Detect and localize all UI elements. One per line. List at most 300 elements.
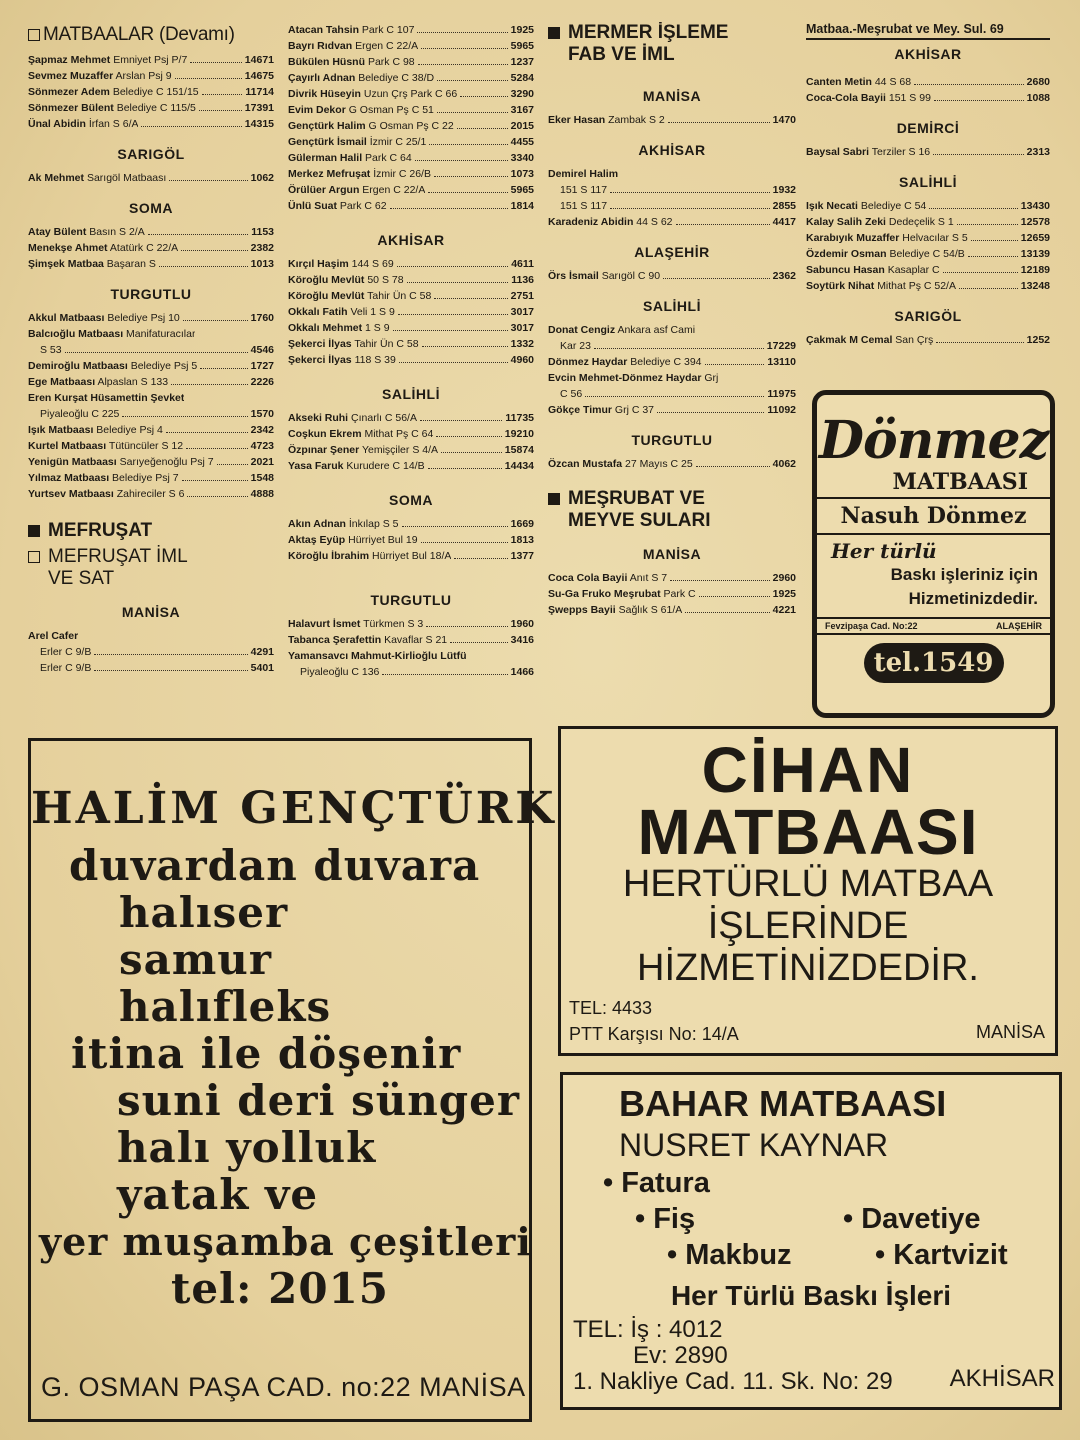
listing-phone: 4455	[510, 136, 534, 148]
listing-address: Veli 1 S 9	[350, 306, 395, 318]
listing-entry	[560, 198, 607, 214]
listing-address: Belediye Psj 4	[96, 424, 163, 436]
listing-row	[288, 442, 534, 458]
listing-list	[28, 628, 274, 676]
listing-address: Belediye C 151/15	[112, 86, 199, 98]
listing-row	[806, 332, 1050, 348]
listing-name: Donat Cengiz	[548, 324, 616, 336]
listing-address: Ergen C 22/A	[355, 40, 419, 52]
listing-phone: 1813	[510, 534, 534, 546]
listing-name: Bayrı Rıdvan	[288, 40, 353, 52]
listing-phone: 2680	[1026, 76, 1050, 88]
leader-dots	[610, 192, 770, 193]
listing-row	[548, 370, 796, 386]
leader-dots	[421, 542, 508, 543]
listing-entry	[28, 486, 184, 502]
listing-address: Park C 98	[367, 56, 415, 68]
listing-name: Şimşek Matbaa	[28, 258, 104, 270]
listing-entry	[28, 628, 78, 644]
cihan-matbaasi-ad	[558, 726, 1058, 1056]
bahar-matbaasi-ad	[560, 1072, 1062, 1410]
bullet-icon: •	[603, 1167, 622, 1199]
listing-list	[288, 616, 534, 680]
listing-name: Özdemir Osman	[806, 248, 887, 260]
listing-entry	[560, 386, 582, 402]
listing-entry	[288, 352, 396, 368]
service-row	[563, 1237, 1059, 1273]
listing-phone: 1088	[1026, 92, 1050, 104]
listing-entry	[806, 230, 968, 246]
leader-dots	[429, 144, 507, 145]
listing-address: Belediye C 394	[630, 356, 702, 368]
listing-address: Piyaleoğlu C 225	[40, 408, 120, 420]
listing-entry	[548, 112, 665, 128]
leader-dots	[454, 558, 507, 559]
leader-dots	[181, 250, 247, 251]
listing-phone: 1153	[251, 226, 274, 238]
listing-row	[288, 410, 534, 426]
listing-entry	[28, 326, 195, 342]
service-item: • Fiş	[635, 1203, 696, 1235]
leader-dots	[610, 208, 770, 209]
ad-line: yatak ve	[117, 1170, 319, 1219]
listing-entry	[806, 198, 926, 214]
listing-row	[288, 516, 534, 532]
leader-dots	[957, 224, 1018, 225]
listing-phone: 17391	[244, 102, 274, 114]
listing-row	[548, 602, 796, 618]
listing-row	[288, 166, 534, 182]
leader-dots	[399, 362, 508, 363]
listing-name: Atacan Tahsin	[288, 24, 359, 36]
leader-dots	[171, 384, 248, 385]
leader-dots	[159, 266, 248, 267]
leader-dots	[415, 160, 508, 161]
listing-phone: 4221	[772, 604, 796, 616]
listing-address: 44 S 62	[636, 216, 673, 228]
listing-name: Örs İsmail	[548, 270, 599, 282]
listing-address: Helvacılar S 5	[902, 232, 968, 244]
listing-row	[288, 54, 534, 70]
listing-row	[806, 144, 1050, 160]
listing-row	[548, 166, 796, 182]
listing-name: Sevmez Muzaffer	[28, 70, 114, 82]
category-heading: MEFRUŞAT	[28, 520, 274, 542]
listing-list	[548, 570, 796, 618]
listing-row	[288, 150, 534, 166]
listing-row	[288, 458, 534, 474]
listing-list	[28, 52, 274, 132]
listing-entry	[288, 86, 457, 102]
listing-name: Okkalı Fatih	[288, 306, 348, 318]
listing-name: Ege Matbaası	[28, 376, 96, 388]
listing-entry	[288, 22, 414, 38]
listing-address: Kasaplar C	[887, 264, 940, 276]
listing-entry	[28, 68, 172, 84]
section-header: MATBAALAR (Devamı)	[28, 24, 274, 46]
listing-entry	[28, 438, 183, 454]
listing-phone: 2226	[250, 376, 274, 388]
listing-row	[806, 278, 1050, 294]
listing-address: Kavaflar S 21	[384, 634, 448, 646]
listing-phone: 12578	[1020, 216, 1050, 228]
listing-entry	[288, 616, 423, 632]
listing-entry	[288, 256, 394, 272]
listing-name: Aktaş Eyüp	[288, 534, 346, 546]
leader-dots	[169, 180, 247, 181]
listing-address: Başaran S	[106, 258, 156, 270]
checkbox-icon	[28, 29, 40, 41]
listing-entry	[288, 182, 425, 198]
listing-row	[288, 288, 534, 304]
leader-dots	[668, 122, 770, 123]
page-running-header: Matbaa.-Meşrubat ve Mey. Sul. 69	[806, 22, 1050, 40]
listing-phone: 2342	[250, 424, 274, 436]
listing-address: 50 S 78	[367, 274, 404, 286]
listing-list	[548, 456, 796, 472]
listing-address: Türkmen S 3	[363, 618, 424, 630]
listing-entry	[548, 268, 660, 284]
listing-name: Coca-Cola Bayii	[806, 92, 886, 104]
listing-entry	[28, 100, 196, 116]
city-heading: ALAŞEHİR	[634, 244, 710, 260]
filled-square-icon	[548, 493, 560, 505]
listing-entry	[288, 102, 434, 118]
listing-address: Ankara asf Cami	[617, 324, 696, 336]
listing-list	[28, 170, 274, 186]
listing-address: Sağlık S 61/A	[618, 604, 683, 616]
listing-phone: 2362	[772, 270, 796, 282]
listing-row	[548, 402, 796, 418]
listing-name: Yenigün Matbaası	[28, 456, 117, 468]
city-heading: AKHİSAR	[638, 142, 706, 158]
listing-name: Kurtel Matbaası	[28, 440, 107, 452]
ad-slogan-line: Hizmetinizdedir.	[908, 589, 1038, 608]
listing-phone: 2855	[772, 200, 796, 212]
listing-list	[288, 22, 534, 214]
listing-phone: 13139	[1020, 248, 1050, 260]
listing-address: Tahir Ün C 58	[354, 338, 419, 350]
listing-address: Dedeçelik S 1	[888, 216, 954, 228]
city-heading: SOMA	[389, 492, 433, 508]
listing-row	[28, 628, 274, 644]
city-heading: AKHİSAR	[894, 46, 962, 62]
listing-entry	[288, 134, 426, 150]
listing-entry	[288, 410, 417, 426]
listing-address: Mithat Pş C 64	[364, 428, 434, 440]
leader-dots	[200, 368, 247, 369]
leader-dots	[393, 330, 508, 331]
leader-dots	[420, 420, 502, 421]
ad-line: suni deri sünger	[117, 1076, 521, 1125]
listing-name: Gençtürk İsmail	[288, 136, 367, 148]
listing-entry	[288, 272, 404, 288]
listing-address: İrfan S 6/A	[88, 118, 139, 130]
listing-address: Sarıyeğenoğlu Psj 7	[119, 456, 214, 468]
filled-square-icon	[28, 525, 40, 537]
listing-name: Kırçıl Haşim	[288, 258, 349, 270]
listing-phone: 14434	[504, 460, 534, 472]
listing-entry	[806, 144, 930, 160]
city-heading: SALİHLİ	[382, 386, 440, 402]
listing-row	[28, 68, 274, 84]
leader-dots	[183, 320, 248, 321]
listing-name: Su-Ga Fruko Meşrubat	[548, 588, 661, 600]
empty-square-icon	[28, 551, 40, 563]
listing-entry	[288, 532, 418, 548]
city-heading: TURGUTLU	[631, 432, 713, 448]
ad-line: halı yolluk	[117, 1123, 377, 1172]
listing-entry	[288, 70, 434, 86]
listing-list	[288, 410, 534, 474]
listing-address: 118 S 39	[354, 354, 396, 366]
leader-dots	[441, 452, 502, 453]
listing-address: Grj	[704, 372, 719, 384]
service-item: • Kartvizit	[875, 1239, 1008, 1271]
category-heading: MEFRUŞAT İML VE SAT	[28, 546, 274, 590]
leader-dots	[202, 94, 243, 95]
bullet-icon: •	[635, 1203, 654, 1235]
listing-phone: 4888	[250, 488, 274, 500]
listing-row	[548, 354, 796, 370]
ad-phone: tel: 2015	[170, 1264, 390, 1313]
leader-dots	[929, 208, 1018, 209]
ad-address: PTT Karşısı No: 14/A	[569, 1024, 739, 1044]
listing-address: Emniyet Psj P/7	[113, 54, 188, 66]
leader-dots	[959, 288, 1018, 289]
listing-phone: 1252	[1026, 334, 1050, 346]
ad-city: MANİSA	[975, 1022, 1045, 1042]
listing-phone: 1013	[250, 258, 274, 270]
leader-dots	[217, 464, 248, 465]
ad-street: Fevzipaşa Cad. No:22	[825, 621, 918, 631]
leader-dots	[421, 48, 507, 49]
listing-address: Belediye C 38/D	[358, 72, 435, 84]
listing-entry	[300, 664, 379, 680]
listing-phone: 2021	[250, 456, 274, 468]
listing-address: Çınarlı C 56/A	[351, 412, 417, 424]
listing-phone: 3167	[510, 104, 534, 116]
listing-phone: 2382	[250, 242, 274, 254]
listing-phone: 4611	[511, 258, 534, 270]
listing-address: Belediye C 115/5	[116, 102, 196, 114]
donmez-matbaasi-ad	[812, 390, 1055, 718]
category-heading: MEŞRUBAT VE MEYVE SULARI	[548, 488, 796, 532]
listing-name: Çayırlı Adnan	[288, 72, 356, 84]
listing-row	[28, 470, 274, 486]
listing-name: Okkalı Mehmet	[288, 322, 363, 334]
leader-dots	[407, 282, 509, 283]
listing-address: Park C	[663, 588, 696, 600]
listing-name: Yurtsev Matbaası	[28, 488, 114, 500]
ad-slogan-line: HERTÜRLÜ MATBAA	[622, 863, 994, 905]
listing-phone: 2960	[772, 572, 796, 584]
listing-address: İzmir C 26/B	[373, 168, 431, 180]
listing-phone: 5965	[510, 184, 534, 196]
listing-name: Özpınar Şener	[288, 444, 360, 456]
listing-row	[288, 352, 534, 368]
listing-phone: 11975	[767, 388, 796, 400]
listing-row	[806, 262, 1050, 278]
listing-list	[28, 310, 274, 502]
leader-dots	[585, 396, 764, 397]
listing-address: Kar 23	[560, 340, 591, 352]
listing-name: Şapmaz Mehmet	[28, 54, 111, 66]
leader-dots	[434, 176, 508, 177]
listing-name: Coşkun Ekrem	[288, 428, 362, 440]
listing-entry	[28, 358, 197, 374]
listing-name: Divrik Hüseyin	[288, 88, 361, 100]
listing-address: Belediye C 54/B	[889, 248, 965, 260]
listing-row	[288, 256, 534, 272]
listing-address: Park C 64	[365, 152, 412, 164]
listing-name: Baysal Sabri	[806, 146, 870, 158]
ad-line: halıfleks	[119, 982, 332, 1031]
listing-row	[548, 386, 796, 402]
listing-entry	[28, 422, 163, 438]
leader-dots	[436, 436, 501, 437]
ad-title: CİHAN	[701, 734, 915, 806]
listing-phone: 3416	[510, 634, 534, 646]
listing-row	[548, 182, 796, 198]
listing-entry	[28, 240, 178, 256]
listing-row	[548, 456, 796, 472]
ad-title: BAHAR MATBAASI	[619, 1083, 947, 1124]
listing-list	[548, 166, 796, 230]
listing-phone: 3290	[510, 88, 534, 100]
listing-entry	[548, 570, 667, 586]
listing-entry	[548, 322, 695, 338]
listing-address: 144 S 69	[351, 258, 394, 270]
listing-row	[288, 198, 534, 214]
listing-name: Dönmez Haydar	[548, 356, 628, 368]
listing-name: Kalay Salih Zeki	[806, 216, 886, 228]
listing-address: Belediye C 54	[860, 200, 927, 212]
listing-row	[28, 116, 274, 132]
listing-name: Gençtürk Halim	[288, 120, 366, 132]
leader-dots	[187, 496, 247, 497]
listing-phone: 1925	[510, 24, 534, 36]
listing-entry	[28, 470, 179, 486]
listing-address: Park C 107	[361, 24, 415, 36]
leader-dots	[460, 96, 507, 97]
listing-row	[28, 390, 274, 406]
service-item: • Makbuz	[667, 1239, 792, 1271]
listing-address: Erler C 9/B	[40, 646, 92, 658]
listing-address: Terziler S 16	[871, 146, 931, 158]
bullet-icon: •	[667, 1239, 686, 1271]
listing-entry	[288, 198, 387, 214]
ad-line: itina ile döşenir	[71, 1029, 462, 1078]
listing-row	[548, 198, 796, 214]
listing-row	[288, 118, 534, 134]
listing-phone: 1377	[510, 550, 534, 562]
listing-name: Arel Cafer	[28, 630, 79, 642]
listing-address: S 53	[40, 344, 62, 356]
listing-phone: 1760	[250, 312, 274, 324]
listing-phone: 4291	[250, 646, 274, 658]
city-heading: SALİHLİ	[899, 174, 957, 190]
leader-dots	[94, 670, 247, 671]
column-3	[548, 22, 796, 722]
listing-row	[288, 616, 534, 632]
leader-dots	[663, 278, 770, 279]
listing-phone: 1570	[250, 408, 274, 420]
leader-dots	[696, 466, 770, 467]
listing-list	[548, 268, 796, 284]
city-heading: SALİHLİ	[643, 298, 701, 314]
listing-name: Coca Cola Bayii	[548, 572, 628, 584]
service-row	[563, 1201, 1059, 1237]
leader-dots	[676, 224, 770, 225]
leader-dots	[190, 62, 241, 63]
listing-row	[548, 322, 796, 338]
listing-name: Karadeniz Abidin	[548, 216, 634, 228]
listing-row	[28, 644, 274, 660]
listing-row	[288, 426, 534, 442]
listing-phone: 14671	[244, 54, 274, 66]
listing-name: Demiroğlu Matbaası	[28, 360, 128, 372]
leader-dots	[685, 612, 769, 613]
listing-address: G Osman Pş C 22	[368, 120, 454, 132]
listing-entry	[548, 402, 654, 418]
listing-name: Yılmaz Matbaası	[28, 472, 110, 484]
listing-row	[288, 272, 534, 288]
listing-phone: 1727	[250, 360, 274, 372]
listing-address: Belediye Psj 10	[107, 312, 180, 324]
listing-phone: 4960	[510, 354, 534, 366]
listing-address: Piyaleoğlu C 136	[300, 666, 380, 678]
ad-phone: TEL: 4433	[569, 998, 653, 1018]
listing-list	[806, 144, 1050, 160]
listing-entry	[40, 342, 62, 358]
listing-phone: 1470	[772, 114, 796, 126]
listing-row	[288, 102, 534, 118]
listing-phone: 12659	[1020, 232, 1050, 244]
listing-phone: 19210	[504, 428, 534, 440]
donmez-logo: Dönmez	[818, 410, 1049, 471]
listing-entry	[548, 354, 702, 370]
leader-dots	[382, 674, 507, 675]
listing-entry	[288, 288, 431, 304]
listing-phone: 1136	[511, 274, 534, 286]
leader-dots	[943, 272, 1018, 273]
listing-entry	[806, 214, 954, 230]
listing-entry	[806, 262, 940, 278]
listing-name: Evim Dekor	[288, 104, 346, 116]
listing-entry	[28, 390, 184, 406]
listing-phone: 11735	[505, 412, 534, 424]
leader-dots	[148, 234, 249, 235]
leader-dots	[968, 256, 1018, 257]
city-heading: TURGUTLU	[110, 286, 192, 302]
listing-phone: 4723	[250, 440, 274, 452]
halim-gencturk-ad	[28, 738, 557, 1422]
ad-city: AKHİSAR	[949, 1365, 1055, 1392]
leader-dots	[390, 208, 508, 209]
listing-phone: 1332	[510, 338, 534, 350]
listing-name: Yasa Faruk	[288, 460, 344, 472]
listing-row	[288, 664, 534, 680]
listing-row	[548, 570, 796, 586]
listing-address: Erler C 9/B	[40, 662, 92, 674]
listing-entry	[40, 660, 91, 676]
listing-name: Evcin Mehmet-Dönmez Haydar	[548, 372, 702, 384]
listing-phone: 1073	[510, 168, 534, 180]
listing-address: Zahireciler S 6	[116, 488, 185, 500]
listing-row	[288, 648, 534, 664]
listing-row	[28, 224, 274, 240]
